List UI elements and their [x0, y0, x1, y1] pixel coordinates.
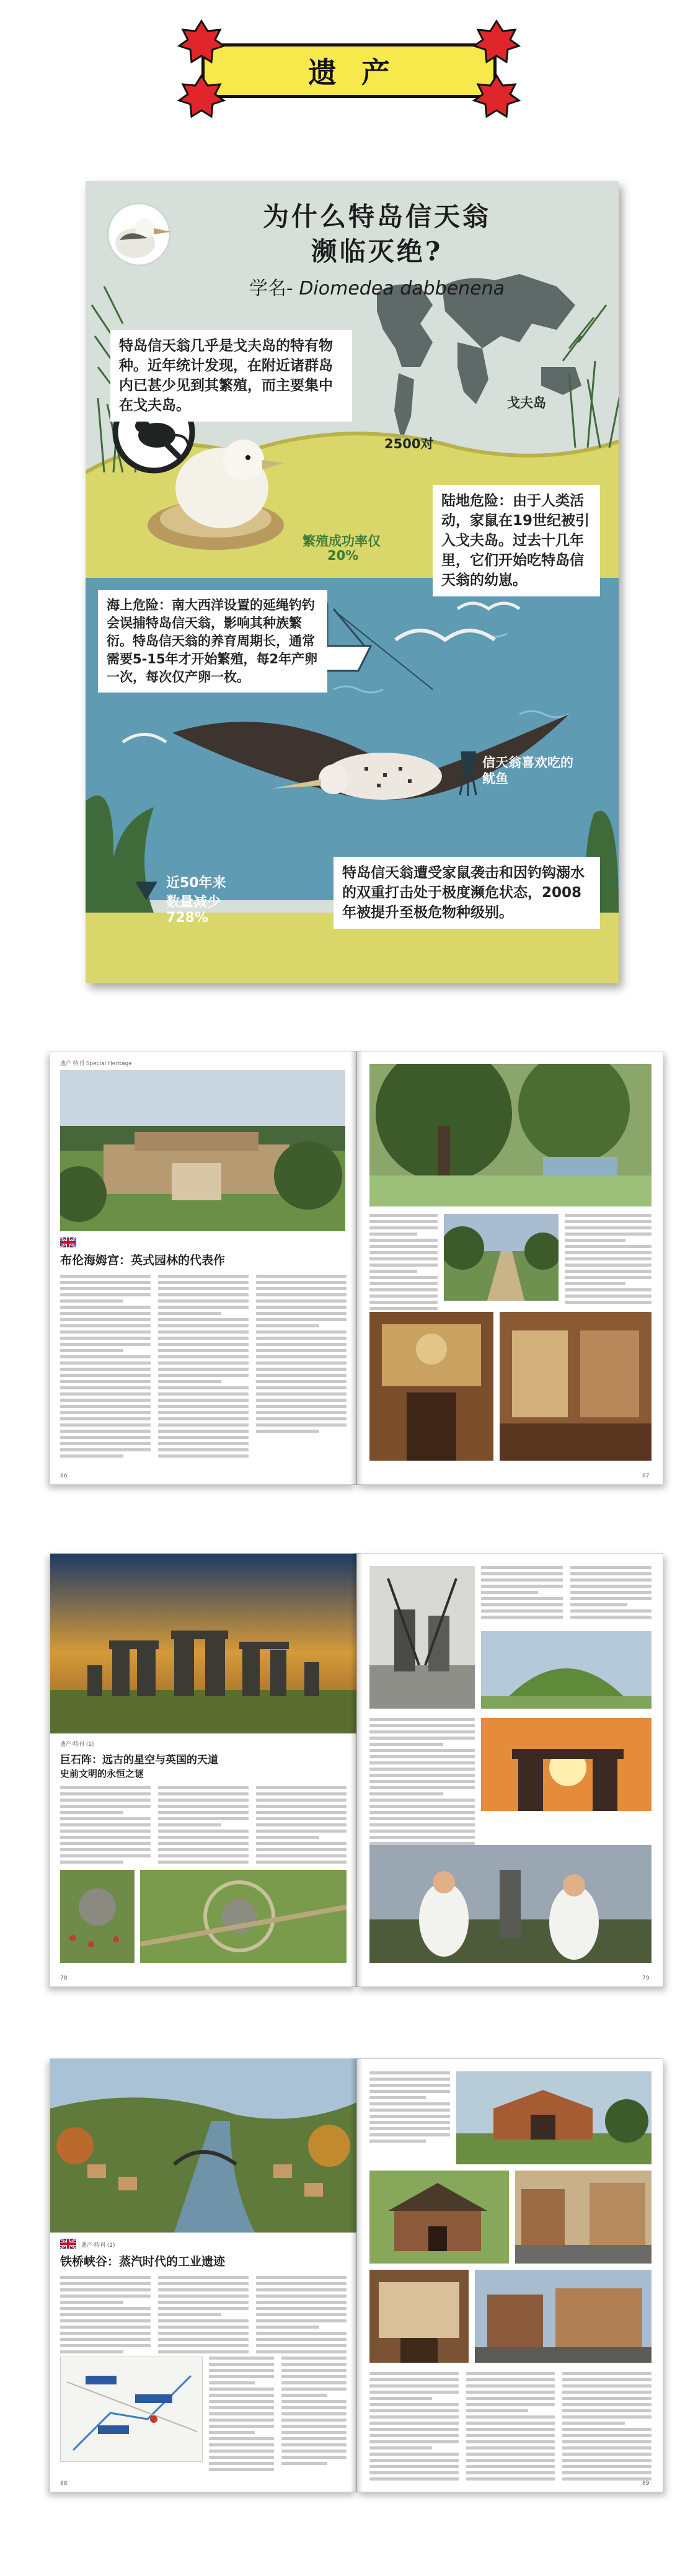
spread2-page-right: 79	[642, 1975, 650, 1981]
street-scene-photo	[515, 2171, 652, 2264]
magazine-spread-1	[50, 1051, 663, 1485]
magazine-spread-2	[50, 1553, 663, 1987]
spread2-subtitle: 史前文明的永恒之谜	[60, 1768, 144, 1779]
location-map	[60, 2357, 203, 2462]
map-label: 戈夫岛	[507, 396, 546, 410]
spread2-right-text-2	[369, 1718, 475, 1842]
interior-hall-photo	[369, 1312, 493, 1461]
druid-celebration-photo	[369, 1845, 652, 1963]
albatross-infographic	[86, 181, 619, 983]
spread3-title: 铁桥峡谷：蒸汽时代的工业遗迹	[60, 2255, 226, 2268]
uk-flag-icon	[60, 2239, 76, 2249]
section-heading	[170, 19, 528, 121]
spread1-page-right: 87	[642, 1473, 650, 1479]
spread2-left-page	[50, 1553, 356, 1987]
cottage-photo	[369, 2171, 509, 2264]
poster-title	[216, 200, 538, 269]
sci-prefix: 学名-	[249, 278, 293, 299]
garden-trees-photo	[369, 1064, 652, 1206]
poster-title-line1: 为什么特岛信天翁	[262, 201, 491, 232]
spread1-sidebar-text	[565, 1214, 652, 1307]
conclusion-box: 特岛信天翁遭受家鼠袭击和因钓钩溺水的双重打击处于极度濒危状态，2008年被提升至极危物种级别。	[334, 857, 600, 929]
stonehenge-sunset-photo	[50, 1554, 357, 1733]
uk-flag-icon	[60, 1237, 76, 1247]
spread2-title: 巨石阵：远古的星空与英国的天道	[60, 1754, 218, 1766]
spread3-page-right: 89	[642, 2481, 650, 2487]
interior-room-photo	[500, 1312, 652, 1461]
land-threat-box: 陆地危险：由于人类活动，家鼠在19世纪被引入戈夫岛。过去十几年里，它们开始吃特岛信天翁的幼崽。	[433, 485, 600, 596]
spread3-left-page	[50, 2058, 356, 2492]
spread1-right-text	[369, 1214, 438, 1307]
spread3-right-text	[369, 2071, 450, 2140]
sci-name: Diomedea dabbenena	[299, 278, 505, 299]
decline-value: 728%	[166, 910, 208, 926]
spread3-text-columns-2	[209, 2357, 347, 2468]
poster-title-line2: 濒临灭绝?	[311, 236, 443, 267]
silbury-hill-photo	[481, 1631, 652, 1709]
aerial-circle-photo	[140, 1870, 347, 1963]
scientific-name	[216, 273, 538, 300]
spread2-kicker: 遗产·特刊 (1)	[60, 1742, 94, 1748]
section-title: 遗产	[308, 56, 415, 89]
archival-construction-photo	[369, 1566, 475, 1709]
victorian-town-photo	[475, 2270, 652, 2363]
spread1-left-page	[50, 1051, 356, 1485]
spread1-title: 布伦海姆宫：英式园林的代表作	[60, 1254, 226, 1267]
sea-threat-box: 海上危险：南大西洋设置的延绳钓钓会误捕特岛信天翁，影响其种族繁衍。特岛信天翁的养育周期长，通常需要5-15年才开始繁殖，每2年产卵一次，每次仅产卵一枚。	[98, 590, 327, 693]
spread1-header: 遗产 特刊 Special Heritage	[60, 1061, 132, 1067]
spread2-text-columns	[60, 1786, 347, 1861]
albatross-portrait-icon	[108, 203, 171, 265]
success-rate-label: 繁殖成功率仅	[303, 534, 381, 549]
spread2-page-left: 78	[60, 1975, 68, 1981]
spread2-right-text	[481, 1566, 652, 1628]
spread1-right-page	[356, 1051, 663, 1485]
spread3-text-columns	[60, 2276, 347, 2350]
spread3-right-page	[356, 2058, 663, 2492]
spread1-page-left: 86	[60, 1473, 68, 1479]
decline-line1: 近50年来	[166, 875, 226, 891]
spread2-right-page	[356, 1553, 663, 1987]
museum-building-photo	[456, 2071, 652, 2164]
solstice-sunrise-photo	[481, 1718, 652, 1811]
path-photo	[444, 1214, 559, 1301]
magazine-spread-3	[50, 2058, 663, 2492]
spread3-page-left: 88	[60, 2481, 68, 2487]
shop-interior-photo	[369, 2270, 469, 2363]
festival-crowd-photo	[60, 1870, 135, 1963]
squid-label: 信天翁喜欢吃的鱿鱼	[482, 755, 573, 786]
intro-box: 特岛信天翁几乎是戈夫岛的特有物种。近年统计发现，在附近诸群岛内已甚少见到其繁殖，而主要集中在戈夫岛。	[110, 330, 352, 422]
spread3-kicker: 遗产·特刊 (2)	[81, 2242, 115, 2249]
decline-line2: 数量减少	[166, 895, 221, 910]
success-rate-value: 20%	[327, 548, 359, 563]
spread1-text-columns	[60, 1275, 347, 1461]
ironbridge-gorge-photo	[50, 2059, 357, 2233]
blenheim-palace-photo	[60, 1070, 345, 1231]
pairs-label: 2500对	[384, 436, 434, 451]
spread3-right-text-2	[369, 2372, 652, 2465]
